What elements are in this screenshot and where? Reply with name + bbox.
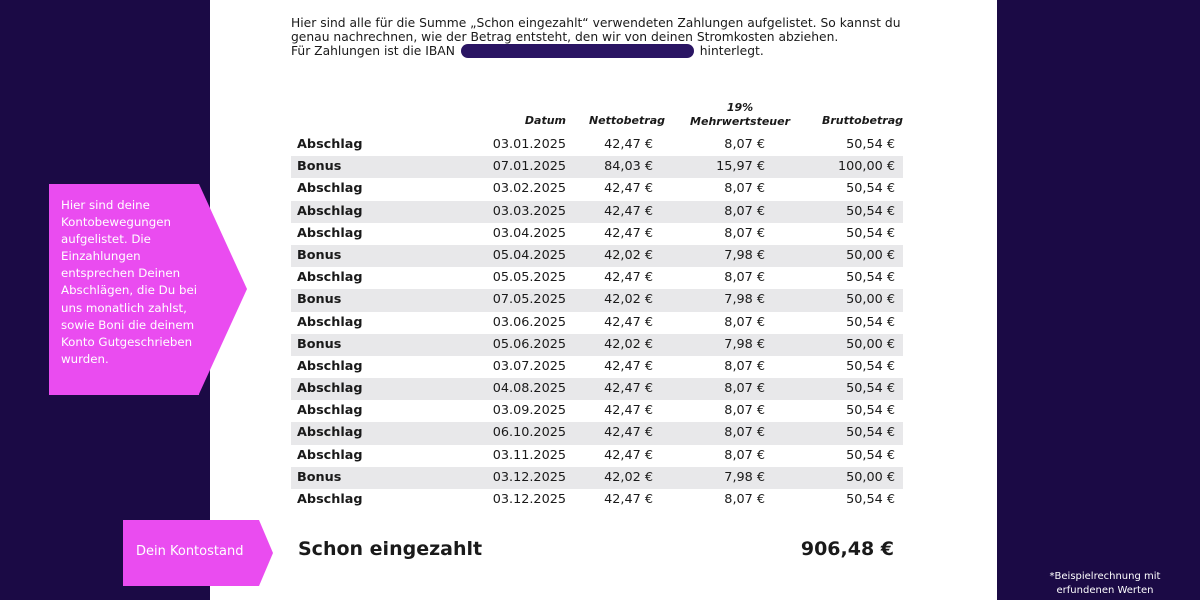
cell-net: 42,47 € <box>604 314 653 330</box>
cell-gross: 50,00 € <box>846 469 895 485</box>
cell-vat: 8,07 € <box>724 203 765 219</box>
cell-date: 03.03.2025 <box>492 203 566 219</box>
callout-account-movements <box>49 184 199 395</box>
cell-vat: 7,98 € <box>724 336 765 352</box>
table-header <box>291 98 903 134</box>
cell-gross: 50,54 € <box>846 181 895 197</box>
cell-vat: 8,07 € <box>724 225 765 241</box>
cell-gross: 50,54 € <box>846 381 895 397</box>
cell-net: 42,47 € <box>604 270 653 286</box>
cell-type: Abschlag <box>297 225 363 241</box>
cell-net: 42,47 € <box>604 358 653 374</box>
cell-type: Abschlag <box>297 314 363 330</box>
cell-type: Abschlag <box>297 203 363 219</box>
cell-date: 03.11.2025 <box>492 447 566 463</box>
cell-type: Bonus <box>297 336 342 352</box>
cell-vat: 7,98 € <box>724 247 765 263</box>
total-value: 906,48 € <box>800 538 894 560</box>
payments-table <box>291 98 903 511</box>
cell-date: 07.01.2025 <box>492 159 566 175</box>
cell-type: Bonus <box>297 469 342 485</box>
cell-gross: 50,54 € <box>846 203 895 219</box>
cell-vat: 8,07 € <box>724 137 765 152</box>
cell-gross: 50,54 € <box>846 270 895 286</box>
table-row <box>291 445 903 467</box>
cell-type: Abschlag <box>297 181 363 197</box>
table-row <box>291 289 903 311</box>
table-row <box>291 178 903 200</box>
cell-net: 42,47 € <box>604 447 653 463</box>
table-row <box>291 201 903 223</box>
cell-gross: 50,00 € <box>846 247 895 263</box>
cell-date: 03.07.2025 <box>492 358 566 374</box>
cell-net: 42,47 € <box>604 181 653 197</box>
callout-balance <box>123 520 259 586</box>
cell-net: 42,47 € <box>604 137 653 152</box>
header-brutto: Bruttobetrag <box>821 114 903 127</box>
cell-gross: 50,54 € <box>846 225 895 241</box>
header-mwst-rate: 19% <box>726 101 754 114</box>
cell-vat: 8,07 € <box>724 447 765 463</box>
cell-gross: 50,54 € <box>846 314 895 330</box>
table-row <box>291 267 903 289</box>
cell-date: 04.08.2025 <box>492 381 566 397</box>
cell-net: 42,02 € <box>604 469 653 485</box>
cell-type: Abschlag <box>297 358 363 374</box>
cell-type: Abschlag <box>297 403 363 419</box>
intro-line-1: Hier sind alle für die Summe „Schon eingezahlt“ verwendeten Zahlungen aufgelistet. So kannst du <box>291 16 901 30</box>
intro-text <box>291 16 921 58</box>
cell-vat: 8,07 € <box>724 425 765 441</box>
total-label: Schon eingezahlt <box>298 538 483 560</box>
cell-net: 42,47 € <box>604 225 653 241</box>
cell-gross: 50,54 € <box>846 425 895 441</box>
cell-date: 03.09.2025 <box>492 403 566 419</box>
cell-net: 42,47 € <box>604 381 653 397</box>
table-row <box>291 156 903 178</box>
table-row <box>291 378 903 400</box>
header-datum: Datum <box>524 114 566 127</box>
table-row <box>291 422 903 444</box>
cell-type: Abschlag <box>297 492 363 507</box>
cell-vat: 8,07 € <box>724 314 765 330</box>
cell-gross: 50,54 € <box>846 492 895 507</box>
iban-label: Für Zahlungen ist die IBAN <box>291 44 455 58</box>
cell-gross: 100,00 € <box>838 159 895 175</box>
cell-date: 03.06.2025 <box>492 314 566 330</box>
table-body <box>291 134 903 511</box>
cell-type: Abschlag <box>297 447 363 463</box>
cell-vat: 8,07 € <box>724 492 765 507</box>
cell-net: 42,47 € <box>604 403 653 419</box>
callout-balance-label: Dein Kontostand <box>136 544 244 559</box>
cell-net: 84,03 € <box>604 159 653 175</box>
cell-gross: 50,54 € <box>846 403 895 419</box>
cell-type: Bonus <box>297 159 342 175</box>
cell-type: Abschlag <box>297 425 363 441</box>
cell-type: Abschlag <box>297 137 363 152</box>
cell-vat: 8,07 € <box>724 181 765 197</box>
cell-gross: 50,54 € <box>846 447 895 463</box>
cell-vat: 8,07 € <box>724 403 765 419</box>
cell-vat: 15,97 € <box>716 159 765 175</box>
cell-gross: 50,54 € <box>846 358 895 374</box>
table-row <box>291 245 903 267</box>
table-row <box>291 467 903 489</box>
cell-gross: 50,00 € <box>846 336 895 352</box>
cell-date: 05.05.2025 <box>492 270 566 286</box>
table-row <box>291 400 903 422</box>
cell-vat: 7,98 € <box>724 292 765 308</box>
cell-net: 42,47 € <box>604 425 653 441</box>
cell-date: 03.01.2025 <box>492 137 566 152</box>
cell-date: 05.06.2025 <box>492 336 566 352</box>
cell-date: 03.04.2025 <box>492 225 566 241</box>
table-row <box>291 356 903 378</box>
cell-net: 42,02 € <box>604 247 653 263</box>
header-mwst <box>690 101 790 129</box>
table-row <box>291 223 903 245</box>
cell-vat: 8,07 € <box>724 358 765 374</box>
cell-gross: 50,54 € <box>846 137 895 152</box>
table-row <box>291 334 903 356</box>
table-row <box>291 134 903 156</box>
cell-date: 03.12.2025 <box>492 492 566 507</box>
cell-type: Bonus <box>297 247 342 263</box>
cell-type: Abschlag <box>297 270 363 286</box>
cell-net: 42,47 € <box>604 203 653 219</box>
callout-account-movements-text: Hier sind deine Kontobewegungen aufgelistet. Die Einzahlungen entsprechen Deinen Abschlägen, die Du bei uns monatlich zahlst, sowie Boni die deinem Konto Gutgeschrieben wurden. <box>61 198 198 366</box>
cell-type: Bonus <box>297 292 342 308</box>
table-row <box>291 312 903 334</box>
cell-net: 42,47 € <box>604 492 653 507</box>
cell-date: 05.04.2025 <box>492 247 566 263</box>
cell-gross: 50,00 € <box>846 292 895 308</box>
cell-net: 42,02 € <box>604 336 653 352</box>
intro-line-2: genau nachrechnen, wie der Betrag entsteht, den wir von deinen Stromkosten abziehen. <box>291 30 839 44</box>
intro-line-3 <box>291 44 921 58</box>
cell-net: 42,02 € <box>604 292 653 308</box>
cell-vat: 8,07 € <box>724 381 765 397</box>
cell-date: 03.12.2025 <box>492 469 566 485</box>
cell-type: Abschlag <box>297 381 363 397</box>
cell-vat: 7,98 € <box>724 469 765 485</box>
cell-date: 07.05.2025 <box>492 292 566 308</box>
cell-date: 06.10.2025 <box>492 425 566 441</box>
cell-vat: 8,07 € <box>724 270 765 286</box>
header-netto: Nettobetrag <box>588 114 665 127</box>
statement-page <box>210 0 997 600</box>
cell-date: 03.02.2025 <box>492 181 566 197</box>
table-row <box>291 489 903 511</box>
footnote: *Beispielrechnung mit erfundenen Werten <box>1049 571 1161 596</box>
iban-redaction <box>461 44 694 58</box>
iban-suffix: hinterlegt. <box>699 44 764 58</box>
total-row <box>298 538 894 560</box>
header-mwst-label: Mehrwertsteuer <box>690 115 790 128</box>
